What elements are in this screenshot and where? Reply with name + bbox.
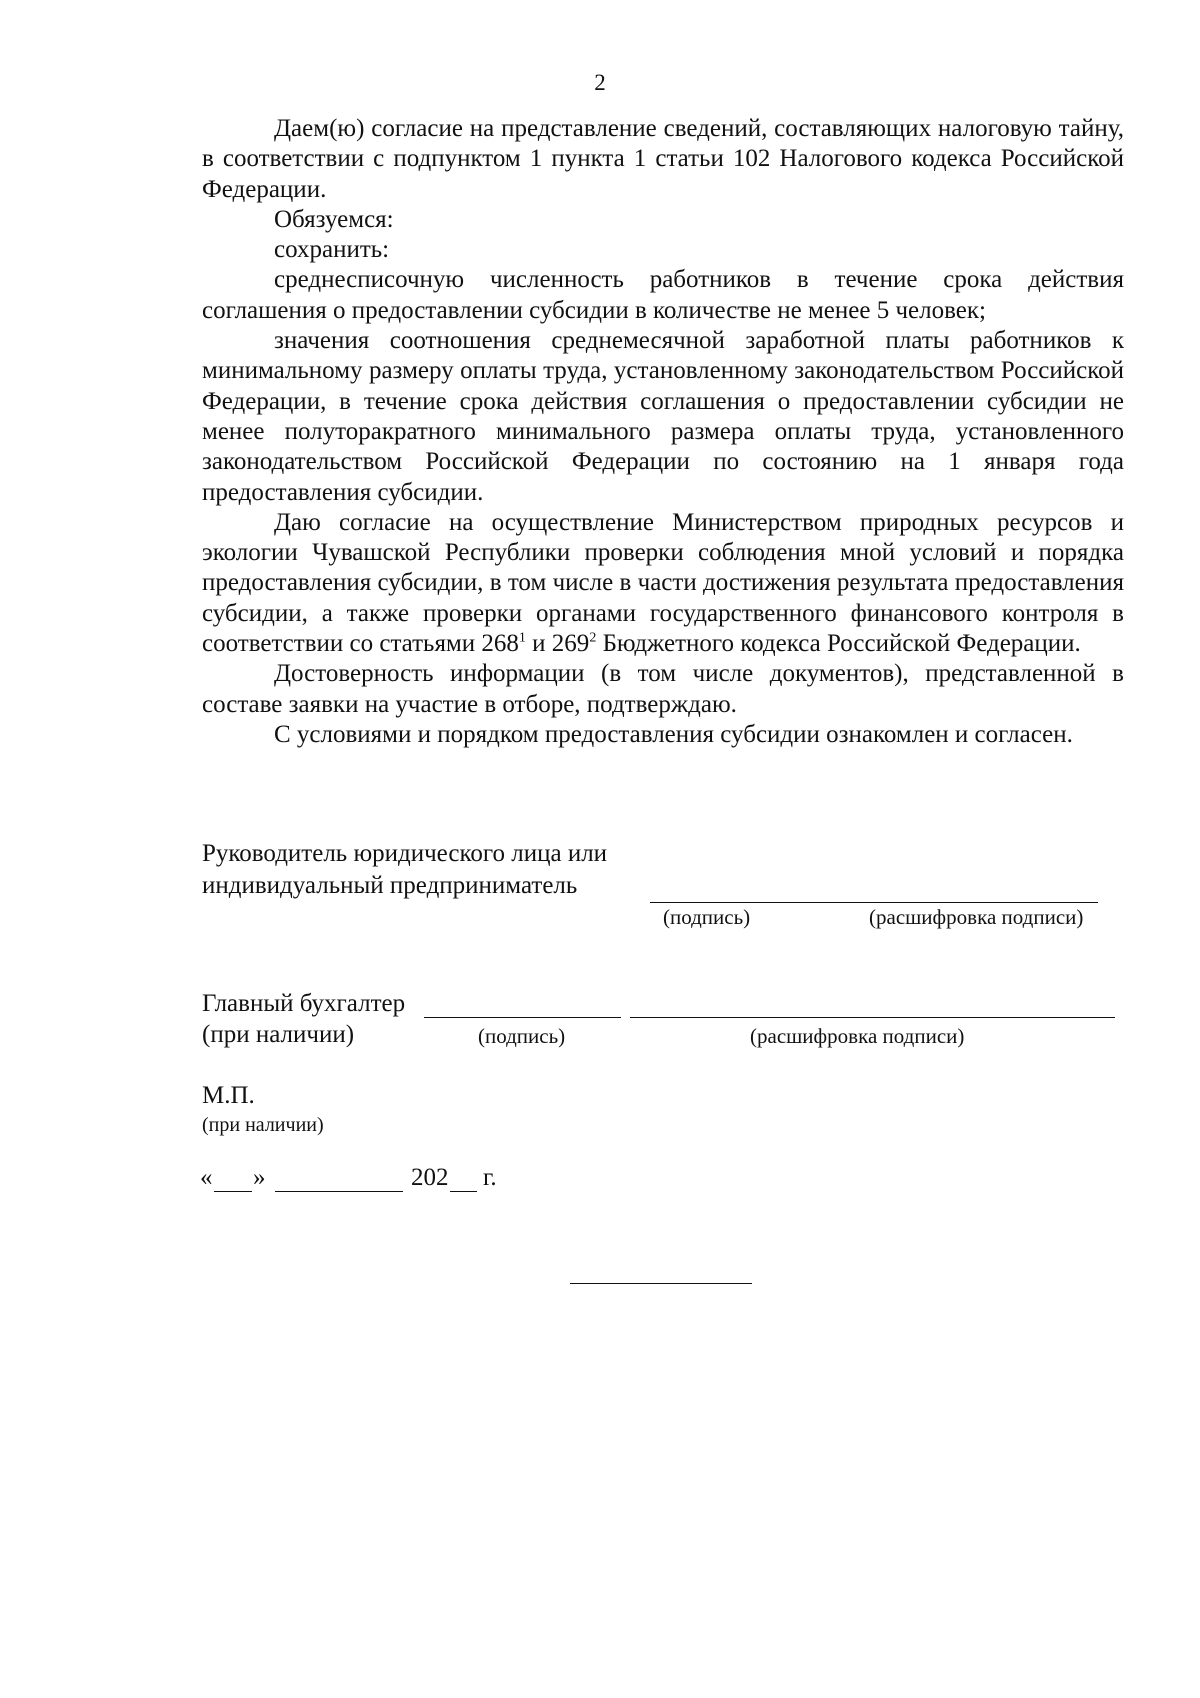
preserve-heading: сохранить: [274, 236, 390, 264]
inspection-consent-paragraph [202, 508, 1124, 659]
salary-ratio-obligation-paragraph: значения соотношения среднемесячной заработной платы работников к минимальному размеру оплаты труда, установленному законодательством Российской Федерации, в течение срока действия соглашения о предоставлении субсидии не менее полуторакратного минимального размера оплаты труда, установленного законодательством Российской Федерации по состоянию на 1 января года предоставления субсидии. [202, 327, 1124, 506]
date-year-prefix: 202 [411, 1164, 449, 1191]
date-open-quote: « [200, 1164, 213, 1191]
head-signature-caption: (подпись) [663, 905, 751, 929]
date-month-blank[interactable] [275, 1191, 403, 1192]
document-body [202, 114, 1124, 750]
accountant-signature-line[interactable] [424, 1017, 621, 1018]
tax-secret-consent-paragraph: Даем(ю) согласие на представление сведений, составляющих налоговую тайну, в соответствии с подпунктом 1 пункта 1 статьи 102 Налогового кодекса Российской Федерации. [202, 115, 1124, 203]
terms-acknowledgement-paragraph: С условиями и порядком предоставления субсидии ознакомлен и согласен. [274, 720, 1073, 748]
accountant-note: (при наличии) [202, 1021, 355, 1048]
obligations-heading: Обязуемся: [274, 205, 394, 233]
head-signatory-label-line2: индивидуальный предприниматель [202, 872, 578, 899]
date-close-quote: » [253, 1164, 266, 1191]
inspection-consent-text-1: Даю согласие на осуществление Министерством природных ресурсов и экологии Чувашской Республики проверки соблюдения мной условий и порядка предоставления субсидии, в том числе в части достижения результата предоставления субсидии, а также проверки органами государственного финансового контроля в соответствии со статьями 268 [202, 508, 1124, 658]
stamp-note: (при наличии) [202, 1114, 324, 1136]
stamp-label: М.П. [202, 1082, 255, 1109]
head-signatory-label-line1: Руководитель юридического лица или [202, 840, 608, 867]
headcount-obligation-paragraph: среднесписочную численность работников в течение срока действия соглашения о предоставлении субсидии в количестве не менее 5 человек; [202, 266, 1124, 324]
date-day-blank[interactable] [214, 1191, 252, 1192]
reliability-confirmation-paragraph: Достоверность информации (в том числе документов), представленной в составе заявки на участие в отборе, подтверждаю. [202, 660, 1124, 718]
accountant-label: Главный бухгалтер [202, 990, 406, 1017]
accountant-decode-caption: (расшифровка подписи) [750, 1024, 965, 1048]
inspection-consent-text-2: и 269 [525, 630, 590, 658]
head-signature-line[interactable] [650, 902, 1098, 903]
page-number: 2 [594, 70, 606, 95]
date-year-blank[interactable] [450, 1191, 477, 1192]
accountant-decode-line[interactable] [630, 1017, 1115, 1018]
article-268-superscript: 1 [518, 630, 526, 646]
accountant-signature-caption: (подпись) [478, 1024, 566, 1048]
article-269-superscript: 2 [589, 630, 597, 646]
head-signature-decode-caption: (расшифровка подписи) [869, 905, 1084, 929]
date-year-suffix: г. [483, 1164, 497, 1191]
inspection-consent-text-3: Бюджетного кодекса Российской Федерации. [596, 630, 1081, 658]
closing-separator-line [570, 1283, 752, 1284]
